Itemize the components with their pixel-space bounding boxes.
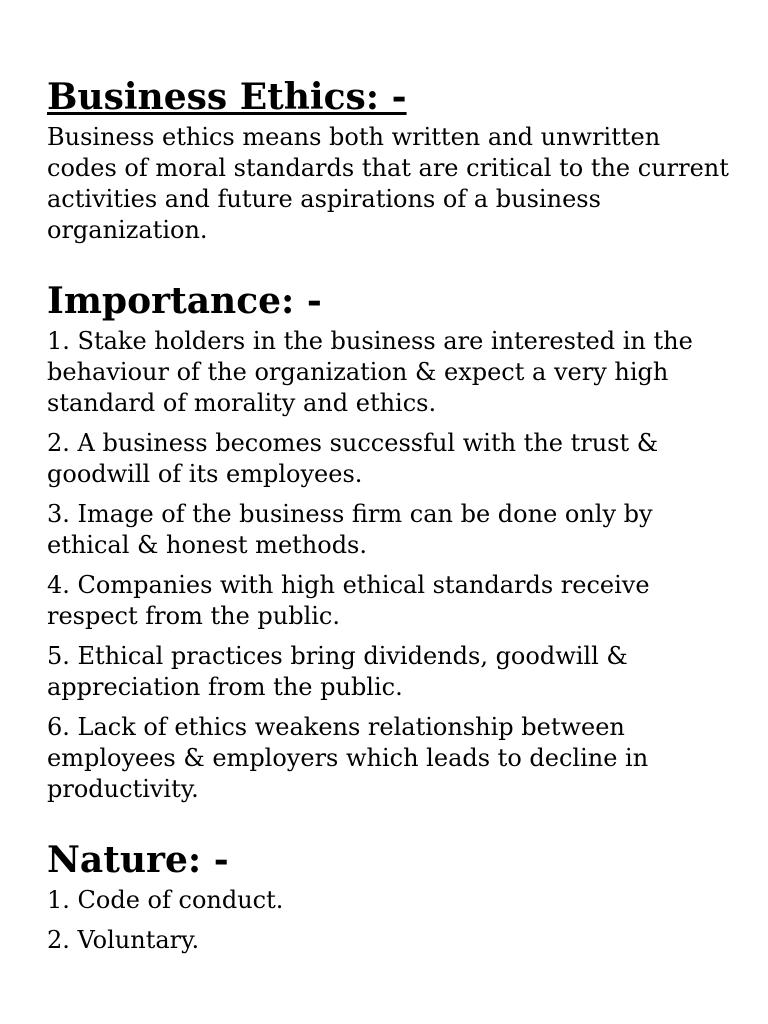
business-ethics-definition: Business ethics means both written and unwritten codes of moral standards that are critical to the current activities and future aspirations of a business organization. bbox=[47, 123, 729, 244]
importance-item-3: 3. Image of the business firm can be done only by ethical & honest methods. bbox=[47, 500, 653, 559]
business-ethics-heading: Business Ethics: - bbox=[47, 76, 407, 118]
nature-heading: Nature: - bbox=[47, 839, 229, 881]
importance-item-5: 5. Ethical practices bring dividends, goodwill & appreciation from the public. bbox=[47, 642, 628, 701]
nature-list bbox=[47, 885, 737, 956]
importance-item-6: 6. Lack of ethics weakens relationship between employees & employers which leads to decline in productivity. bbox=[47, 713, 649, 803]
nature-item-2: 2. Voluntary. bbox=[47, 926, 200, 954]
importance-item-4: 4. Companies with high ethical standards receive respect from the public. bbox=[47, 571, 650, 630]
business-ethics-section bbox=[47, 76, 737, 246]
importance-item-1: 1. Stake holders in the business are interested in the behaviour of the organization & expect a very high standard of morality and ethics. bbox=[47, 327, 693, 417]
nature-item-1: 1. Code of conduct. bbox=[47, 886, 284, 914]
nature-section bbox=[47, 839, 737, 956]
importance-heading: Importance: - bbox=[47, 280, 322, 322]
importance-section bbox=[47, 280, 737, 805]
importance-item-2: 2. A business becomes successful with the trust & goodwill of its employees. bbox=[47, 429, 659, 488]
document-page bbox=[47, 76, 737, 956]
importance-list bbox=[47, 326, 737, 805]
